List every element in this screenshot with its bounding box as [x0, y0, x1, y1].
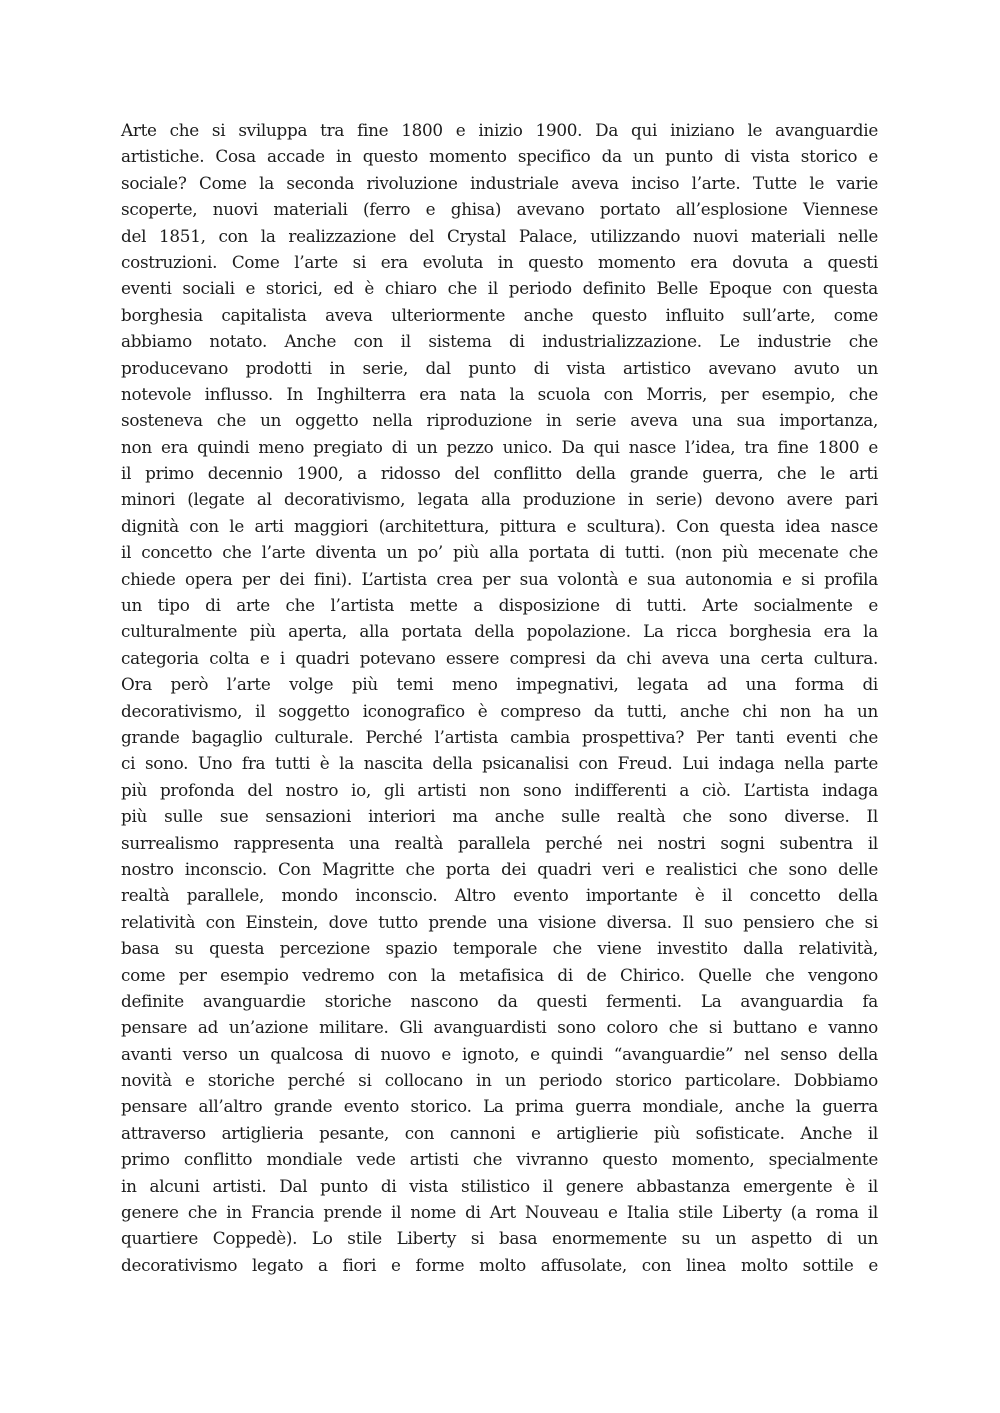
paragraph-line: il primo decennio 1900, a ridosso del conflitto della grande guerra, che le arti — [121, 463, 878, 484]
paragraph-line: artistiche. Cosa accade in questo momento specifico da un punto di vista storico e — [121, 146, 878, 167]
paragraph-line: surrealismo rappresenta una realtà parallela perché nei nostri sogni subentra il — [121, 832, 878, 853]
paragraph-line: notevole influsso. In Inghilterra era nata la scuola con Morris, per esempio, che — [121, 383, 878, 404]
paragraph-line: abbiamo notato. Anche con il sistema di industrializzazione. Le industrie che — [121, 331, 878, 352]
paragraph-line: sosteneva che un oggetto nella riproduzione in serie aveva una sua importanza, — [121, 410, 878, 431]
paragraph-line: quartiere Coppedè). Lo stile Liberty si basa enormemente su un aspetto di un — [121, 1228, 878, 1249]
paragraph-line: scoperte, nuovi materiali (ferro e ghisa) avevano portato all’esplosione Viennese — [121, 199, 878, 220]
paragraph-line: producevano prodotti in serie, dal punto di vista artistico avevano avuto un — [121, 357, 878, 378]
paragraph-line: Ora però l’arte volge più temi meno impegnativi, legata ad una forma di — [121, 674, 878, 695]
paragraph-line: pensare ad un’azione militare. Gli avanguardisti sono coloro che si buttano e vanno — [121, 1017, 878, 1038]
paragraph-line: più profonda del nostro io, gli artisti non sono indifferenti a ciò. L’artista indaga — [121, 779, 878, 800]
paragraph-line: realtà parallele, mondo inconscio. Altro evento importante è il concetto della — [121, 885, 878, 906]
paragraph-line: sociale? Come la seconda rivoluzione industriale aveva inciso l’arte. Tutte le varie — [121, 172, 878, 193]
paragraph-line: del 1851, con la realizzazione del Crystal Palace, utilizzando nuovi materiali nelle — [121, 225, 878, 246]
paragraph-line: nostro inconscio. Con Magritte che porta dei quadri veri e realistici che sono delle — [121, 858, 878, 879]
paragraph-line: grande bagaglio culturale. Perché l’artista cambia prospettiva? Per tanti eventi che — [121, 726, 878, 747]
paragraph-line: ci sono. Uno fra tutti è la nascita della psicanalisi con Freud. Lui indaga nella parte — [121, 753, 878, 774]
paragraph-line: borghesia capitalista aveva ulteriormente anche questo influito sull’arte, come — [121, 304, 878, 325]
paragraph-line: genere che in Francia prende il nome di Art Nouveau e Italia stile Liberty (a roma il — [121, 1202, 878, 1223]
paragraph-line: basa su questa percezione spazio temporale che viene investito dalla relatività, — [121, 938, 878, 959]
paragraph-line: relatività con Einstein, dove tutto prende una visione diversa. Il suo pensiero che si — [121, 911, 878, 932]
paragraph-line: non era quindi meno pregiato di un pezzo unico. Da qui nasce l’idea, tra fine 1800 e — [121, 436, 878, 457]
paragraph-line: definite avanguardie storiche nascono da questi fermenti. La avanguardia fa — [121, 990, 878, 1011]
paragraph-line: il concetto che l’arte diventa un po’ più alla portata di tutti. (non più mecenate che — [121, 542, 878, 563]
paragraph-line: in alcuni artisti. Dal punto di vista stilistico il genere abbastanza emergente è il — [121, 1175, 878, 1196]
paragraph-line: primo conflitto mondiale vede artisti che vivranno questo momento, specialmente — [121, 1149, 878, 1170]
body-paragraph — [121, 117, 878, 1278]
paragraph-line: decorativismo legato a fiori e forme molto affusolate, con linea molto sottile e — [121, 1254, 878, 1275]
paragraph-line: minori (legate al decorativismo, legata alla produzione in serie) devono avere pari — [121, 489, 878, 510]
paragraph-line: decorativismo, il soggetto iconografico è compreso da tutti, anche chi non ha un — [121, 700, 878, 721]
paragraph-line: un tipo di arte che l’artista mette a disposizione di tutti. Arte socialmente e — [121, 595, 878, 616]
paragraph-line: attraverso artiglieria pesante, con cannoni e artiglierie più sofisticate. Anche il — [121, 1122, 878, 1143]
paragraph-line: avanti verso un qualcosa di nuovo e ignoto, e quindi “avanguardie” nel senso della — [121, 1043, 878, 1064]
paragraph-line: più sulle sue sensazioni interiori ma anche sulle realtà che sono diverse. Il — [121, 806, 878, 827]
paragraph-line: dignità con le arti maggiori (architettura, pittura e scultura). Con questa idea nasce — [121, 515, 878, 536]
paragraph-line: eventi sociali e storici, ed è chiaro che il periodo definito Belle Epoque con questa — [121, 278, 878, 299]
paragraph-line: pensare all’altro grande evento storico. La prima guerra mondiale, anche la guerra — [121, 1096, 878, 1117]
paragraph-line: novità e storiche perché si collocano in un periodo storico particolare. Dobbiamo — [121, 1070, 878, 1091]
paragraph-line: costruzioni. Come l’arte si era evoluta in questo momento era dovuta a questi — [121, 251, 878, 272]
paragraph-line: culturalmente più aperta, alla portata della popolazione. La ricca borghesia era la — [121, 621, 878, 642]
paragraph-line: categoria colta e i quadri potevano essere compresi da chi aveva una certa cultura. — [121, 647, 878, 668]
paragraph-line: come per esempio vedremo con la metafisica di de Chirico. Quelle che vengono — [121, 964, 878, 985]
paragraph-line: Arte che si sviluppa tra fine 1800 e inizio 1900. Da qui iniziano le avanguardie — [121, 120, 878, 140]
paragraph-line: chiede opera per dei fini). L’artista crea per sua volontà e sua autonomia e si profila — [121, 568, 878, 589]
